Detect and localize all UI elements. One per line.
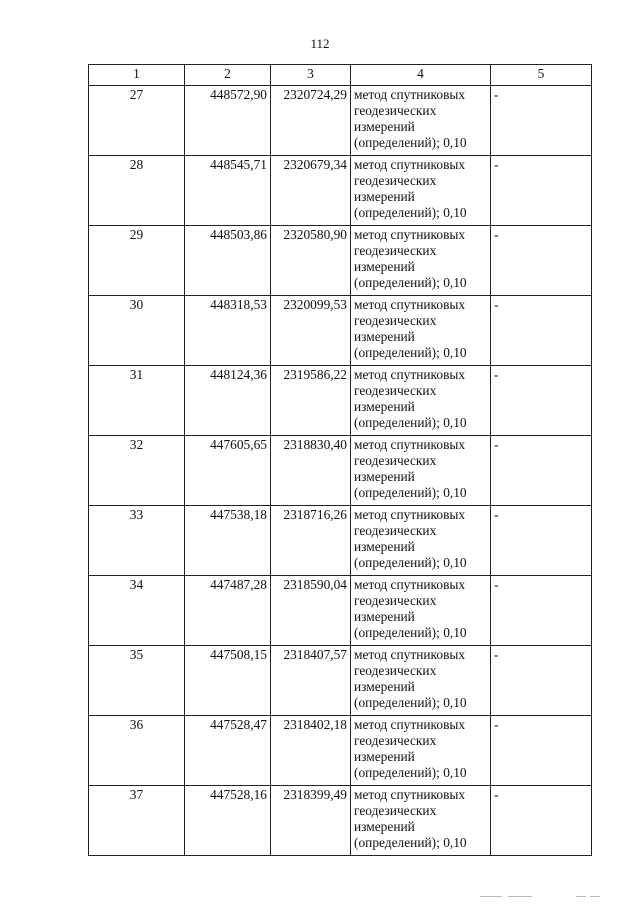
column-header-2: 2	[185, 65, 271, 86]
page-number: 112	[310, 36, 330, 51]
x-coordinate-cell: 447538,18	[185, 506, 271, 576]
table-header	[89, 65, 592, 86]
y-coordinate-cell: 2318402,18	[271, 716, 351, 786]
point-number-cell: 35	[89, 646, 185, 716]
point-number-cell: 30	[89, 296, 185, 366]
point-number-cell: 29	[89, 226, 185, 296]
point-number-cell: 36	[89, 716, 185, 786]
column-header-4: 4	[351, 65, 491, 86]
table-row	[89, 436, 592, 506]
column-header-3: 3	[271, 65, 351, 86]
table-row	[89, 506, 592, 576]
method-cell: метод спутниковых геодезических измерений (определений); 0,10	[351, 296, 491, 366]
method-cell: метод спутниковых геодезических измерений (определений); 0,10	[351, 366, 491, 436]
table-row	[89, 366, 592, 436]
point-number-cell: 33	[89, 506, 185, 576]
note-cell: -	[491, 786, 592, 856]
table-row	[89, 786, 592, 856]
x-coordinate-cell: 448545,71	[185, 156, 271, 226]
note-cell: -	[491, 646, 592, 716]
table-row	[89, 716, 592, 786]
note-cell: -	[491, 86, 592, 156]
scan-artifact-marks	[480, 896, 600, 898]
method-cell: метод спутниковых геодезических измерений (определений); 0,10	[351, 86, 491, 156]
method-cell: метод спутниковых геодезических измерений (определений); 0,10	[351, 226, 491, 296]
point-number-cell: 27	[89, 86, 185, 156]
method-cell: метод спутниковых геодезических измерений (определений); 0,10	[351, 646, 491, 716]
y-coordinate-cell: 2320580,90	[271, 226, 351, 296]
note-cell: -	[491, 576, 592, 646]
table-row	[89, 86, 592, 156]
point-number-cell: 32	[89, 436, 185, 506]
note-cell: -	[491, 156, 592, 226]
y-coordinate-cell: 2318590,04	[271, 576, 351, 646]
method-cell: метод спутниковых геодезических измерений (определений); 0,10	[351, 786, 491, 856]
x-coordinate-cell: 447528,47	[185, 716, 271, 786]
column-header-1: 1	[89, 65, 185, 86]
y-coordinate-cell: 2318399,49	[271, 786, 351, 856]
method-cell: метод спутниковых геодезических измерений (определений); 0,10	[351, 716, 491, 786]
method-cell: метод спутниковых геодезических измерений (определений); 0,10	[351, 576, 491, 646]
table-row	[89, 576, 592, 646]
x-coordinate-cell: 448572,90	[185, 86, 271, 156]
y-coordinate-cell: 2319586,22	[271, 366, 351, 436]
table-row	[89, 296, 592, 366]
header-row	[89, 65, 592, 86]
y-coordinate-cell: 2320724,29	[271, 86, 351, 156]
coordinates-table	[88, 64, 592, 856]
method-cell: метод спутниковых геодезических измерений (определений); 0,10	[351, 156, 491, 226]
point-number-cell: 37	[89, 786, 185, 856]
y-coordinate-cell: 2318830,40	[271, 436, 351, 506]
method-cell: метод спутниковых геодезических измерений (определений); 0,10	[351, 436, 491, 506]
y-coordinate-cell: 2318716,26	[271, 506, 351, 576]
x-coordinate-cell: 447487,28	[185, 576, 271, 646]
x-coordinate-cell: 448318,53	[185, 296, 271, 366]
note-cell: -	[491, 436, 592, 506]
point-number-cell: 28	[89, 156, 185, 226]
column-header-5: 5	[491, 65, 592, 86]
point-number-cell: 34	[89, 576, 185, 646]
note-cell: -	[491, 716, 592, 786]
y-coordinate-cell: 2320679,34	[271, 156, 351, 226]
note-cell: -	[491, 506, 592, 576]
table-row	[89, 646, 592, 716]
note-cell: -	[491, 366, 592, 436]
x-coordinate-cell: 447508,15	[185, 646, 271, 716]
note-cell: -	[491, 296, 592, 366]
x-coordinate-cell: 448503,86	[185, 226, 271, 296]
method-cell: метод спутниковых геодезических измерений (определений); 0,10	[351, 506, 491, 576]
x-coordinate-cell: 447605,65	[185, 436, 271, 506]
table-row	[89, 156, 592, 226]
y-coordinate-cell: 2320099,53	[271, 296, 351, 366]
note-cell: -	[491, 226, 592, 296]
table-body	[89, 86, 592, 856]
x-coordinate-cell: 448124,36	[185, 366, 271, 436]
y-coordinate-cell: 2318407,57	[271, 646, 351, 716]
x-coordinate-cell: 447528,16	[185, 786, 271, 856]
point-number-cell: 31	[89, 366, 185, 436]
table-row	[89, 226, 592, 296]
